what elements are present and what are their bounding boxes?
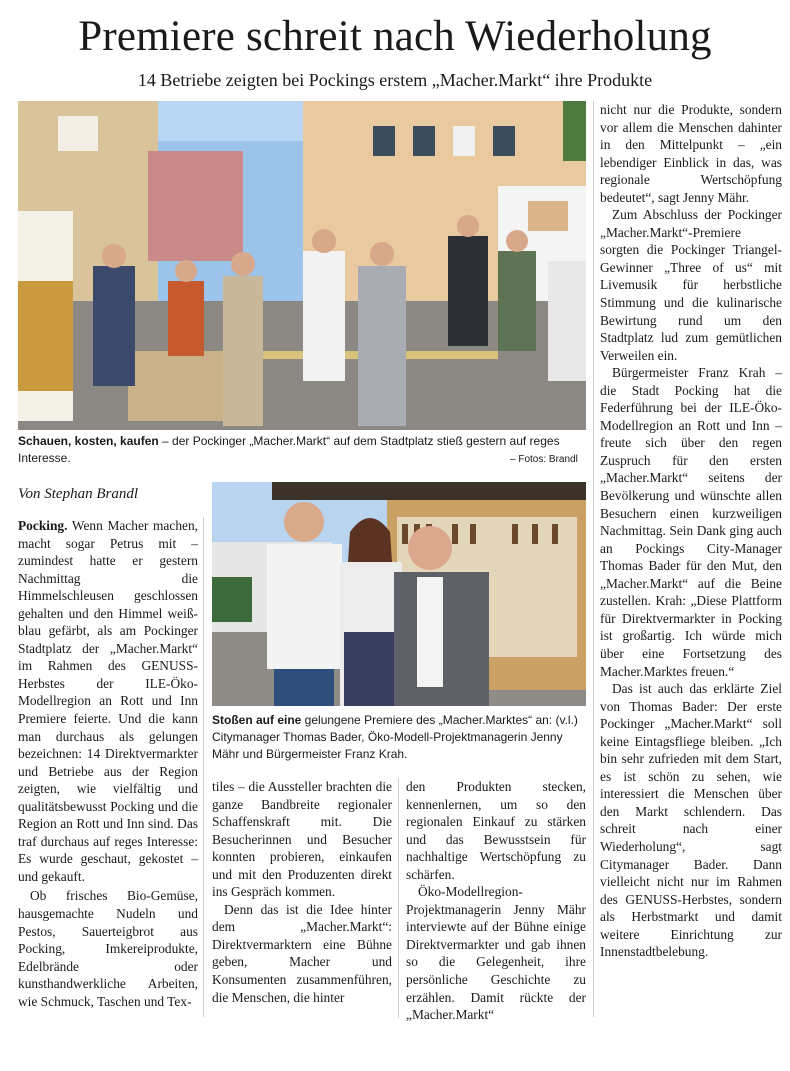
body-column-1 [18, 517, 198, 1010]
body-paragraph [18, 517, 198, 885]
body-paragraph: Denn das ist die Idee hinter dem „Macher.Markt“: Direktvermarktern eine Bühne geben, Macher und Konsumenten zusammenführen, die Menschen, die hinter [212, 901, 392, 1005]
body-column-2 [212, 778, 392, 1006]
body-column-4 [600, 101, 782, 961]
photo2-caption-lead: Stoßen auf eine [212, 713, 302, 727]
body-paragraph: Das ist auch das erklärte Ziel von Thomas Bader: Der erste Pockinger „Macher.Markt“ soll keine Eintagsfliege bleiben. „Ich bin sehr zufrieden mit dem Start, es ist schön zu sehen, wie interessiert die Menschen über den Markt schlendern. Das schreit nach einer Wiederholung“, sagt Citymanager Bader. Dann vielleicht nicht nur im Rahmen des GENUSS-Herbstes, sondern als Herbstmarkt und damit weitere Einrichtung zur Innenstadtbelebung. [600, 681, 782, 960]
headline: Premiere schreit nach Wiederholung [78, 13, 712, 60]
photo2-caption-text: gelungene Premiere des „Macher.Marktes“ an: (v.l.) Citymanager Thomas Bader, Öko-Modell-Projektmanagerin Jenny Mähr und Bürgermeister Franz Krah. [212, 713, 578, 761]
body-paragraph: Zum Abschluss der Pockinger „Macher.Markt“-Premiere sorgten die Pockinger Triangel-Gewinner „Three of us“ mit Livemusik für herbstliche Stimmung und die kulinarische Bewirtung rund um den Stadtplatz lud zum gemütlichen Verweilen ein. [600, 207, 782, 363]
body-paragraph: den Produkten stecken, kennenlernen, um so den regionalen Einkauf zu stärken und das Bewusstsein für nachhaltige Wertschöpfung zu schärfen. [406, 779, 586, 882]
photo1-caption [18, 433, 586, 467]
photo1-caption-text: – der Pockinger „Macher.Markt“ auf dem Stadtplatz stieß gestern auf reges Interesse. [18, 434, 560, 465]
body-text: Wenn Macher machen, macht sogar Petrus mit – zumindest hatte er gestern Nachmittag die Himmelschleusen geschlossen gehalten und den Himmel weiß-blau gefärbt, als am Pockinger Stadtplatz der „Macher.Markt“ im Rahmen des GENUSS-Herbstes der ILE-Öko-Modellregion an Rott und Inn Premiere feierte. Und die kann man durchaus als gelungen bezeichnen: 14 Direktvermarkter und Betriebe aus der Region zeigten, wie vielfältig und qualitätsbewusst Pocking und die Region an Rott und Inn sind. Das traf durchaus auf reges Interesse: Es wurde geschaut, gekostet – und gekauft. [18, 518, 198, 884]
byline: Von Stephan Brandl [18, 486, 138, 502]
body-paragraph: Öko-Modellregion-Projektmanagerin Jenny Mähr interviewte auf der Bühne einige Direktvermarkter und gab ihnen so die Gelegenheit, ihre persönliche Geschichte zu erzählen. Damit rückte der „Macher.Markt“ [406, 884, 586, 1023]
column-divider [398, 778, 399, 1018]
subheadline: 14 Betriebe zeigten bei Pockings erstem „Macher.Markt“ ihre Produkte [137, 70, 653, 90]
toast-photo [212, 482, 586, 706]
body-paragraph: nicht nur die Produkte, sondern vor allem die Menschen dahinter in den Mittelpunkt – „ein lebendiger Einblick in das, was regionale Wertschöpfung bedeutet“, sagt Jenny Mähr. [600, 102, 782, 205]
photo-credit: – Fotos: Brandl [510, 454, 578, 465]
dateline: Pocking. [18, 518, 68, 533]
photo2-caption [212, 712, 586, 763]
body-paragraph: Ob frisches Bio-Gemüse, hausgemachte Nudeln und Pestos, Sauerteigbrot aus Pocking, Imkereiprodukte, Edelbrände oder kunsthandwerkliche Arbeiten, wie Schmuck, Taschen und Tex- [18, 888, 198, 1009]
body-paragraph: Bürgermeister Franz Krah – die Stadt Pocking hat die Federführung bei der ILE-Öko-Modellregion an Rott und Inn – freute sich über den regen Zuspruch für den ersten „Macher.Markt“ seitens der Bevölkerung und wünschte allen Besuchern einen kurzweiligen Nachmittag. Sein Dank ging auch an Pockings City-Manager Thomas Bader für den Mut, den „Macher.Markt“ auf die Beine zustellen. Krah: „Diese Plattform für Direktvermarkter in Pocking ist großartig. Ich würde mich über eine Fortsetzung des Macher.Marktes freuen.“ [600, 365, 782, 679]
body-paragraph: tiles – die Aussteller brachten die ganze Bandbreite regionaler Schaffenskraft mit. Die Besucherinnen und Besucher konnten probieren, einkaufen und mit den Produzenten direkt ins Gespräch kommen. [212, 779, 392, 900]
market-photo [18, 101, 586, 430]
photo1-caption-lead: Schauen, kosten, kaufen [18, 434, 159, 448]
column-divider [203, 517, 204, 1017]
body-column-3 [406, 778, 586, 1024]
column-divider [593, 101, 594, 1017]
